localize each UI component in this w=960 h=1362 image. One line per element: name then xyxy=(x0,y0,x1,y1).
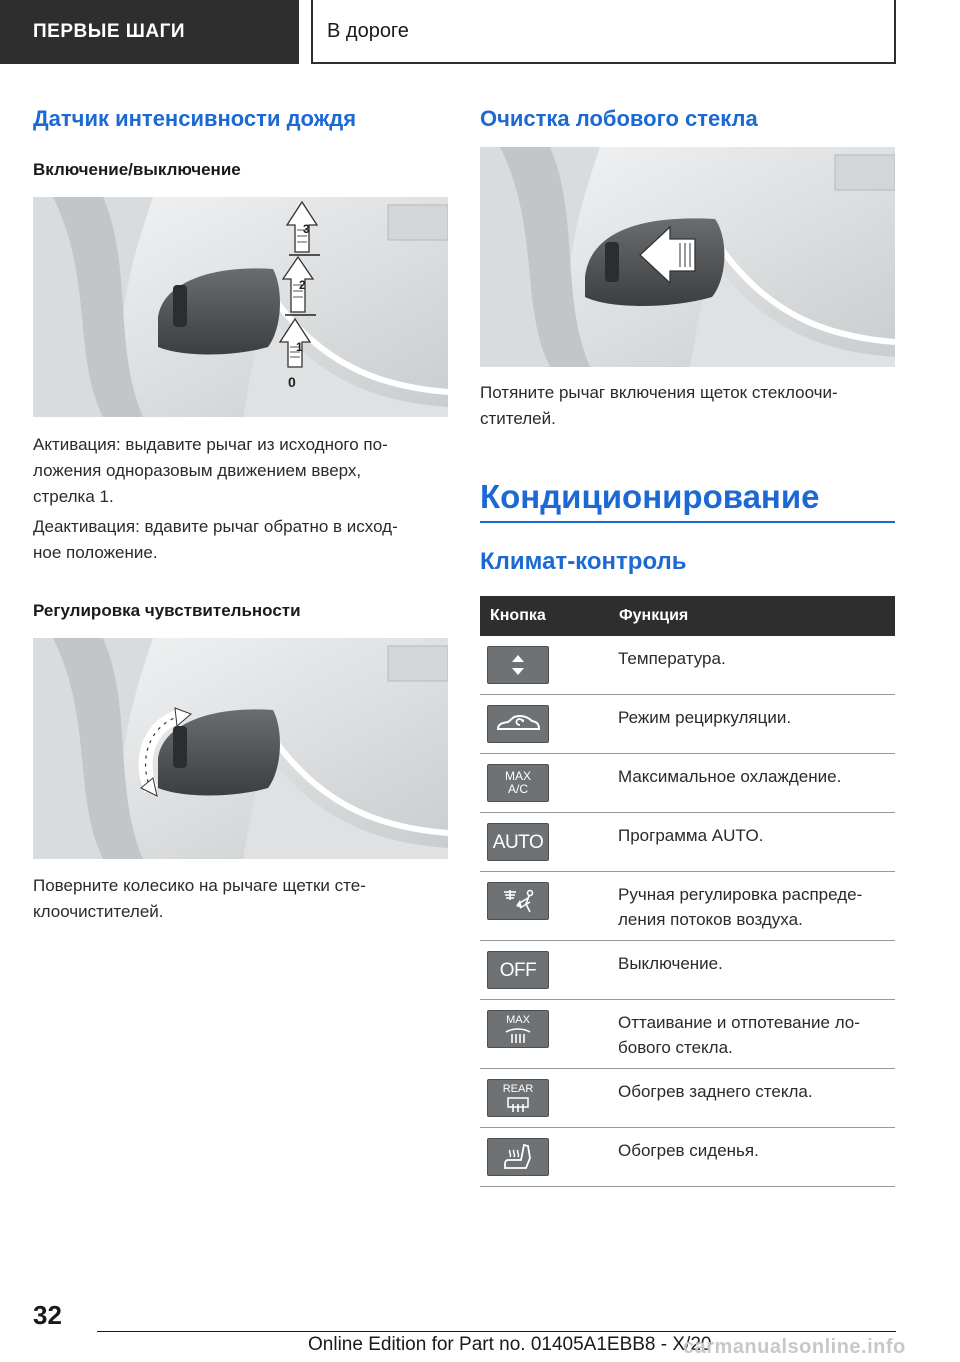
heading-rule xyxy=(480,521,895,523)
pull-lever-illustration xyxy=(480,147,895,367)
rear-defrost-icon xyxy=(487,1079,549,1117)
sensitivity-figure xyxy=(33,638,448,859)
function-text: ления потоков воздуха. xyxy=(618,910,803,929)
climate-control-title: Климат-контроль xyxy=(480,548,687,575)
wheel-illustration xyxy=(33,638,448,859)
sensitivity-line: Поверните колесико на рычаге щетки сте- xyxy=(33,876,366,895)
function-text: бового стекла. xyxy=(618,1038,733,1057)
function-text: Программа AUTO. xyxy=(618,826,764,845)
auto-label: AUTO xyxy=(492,831,544,853)
section-label: ПЕРВЫЕ ШАГИ xyxy=(33,21,186,42)
deactivation-paragraph xyxy=(33,514,448,566)
sensitivity-paragraph xyxy=(33,873,448,925)
rain-sensor-title: Датчик интенсивности дождя xyxy=(33,106,357,131)
function-text: Обогрев сиденья. xyxy=(618,1141,759,1160)
arrow-label-2: 2 xyxy=(299,278,306,292)
column-header-function: Функция xyxy=(609,596,895,636)
footer-rule xyxy=(97,1331,896,1332)
function-text: Режим рециркуляции. xyxy=(618,708,792,727)
lever-illustration xyxy=(33,197,448,417)
activation-line: Активация: выдавите рычаг из исходного по- xyxy=(33,435,388,454)
rain-sensor-activation-figure xyxy=(33,197,448,417)
on-off-subtitle: Включение/выключение xyxy=(33,160,241,179)
edition-text: Online Edition for Part no. 01405A1EBB8 - X/20 xyxy=(308,1334,712,1355)
climate-table xyxy=(480,596,895,1187)
function-text: Температура. xyxy=(618,649,726,668)
windshield-line: стителей. xyxy=(480,409,556,428)
windshield-paragraph xyxy=(480,380,895,432)
page-number: 32 xyxy=(33,1300,62,1330)
activation-line: ложения одноразовым движением вверх, xyxy=(33,461,362,480)
recirculation-car-icon xyxy=(487,705,549,743)
sensitivity-line: клоочистителей. xyxy=(33,902,164,921)
function-text: Ручная регулировка распреде- xyxy=(618,885,863,904)
off-label: OFF xyxy=(499,959,537,981)
table-row xyxy=(480,813,895,872)
max-defrost-icon xyxy=(487,1010,549,1048)
max-ac-icon xyxy=(487,764,549,802)
table-row xyxy=(480,695,895,754)
chapter-header xyxy=(311,0,896,64)
max-ac-label-top: MAX xyxy=(504,769,531,783)
temperature-arrows-icon xyxy=(487,646,549,684)
windshield-cleaning-title: Очистка лобового стекла xyxy=(480,106,758,131)
table-header-row xyxy=(480,596,895,636)
function-text: Максимальное охлаждение. xyxy=(618,767,842,786)
column-header-button: Кнопка xyxy=(480,596,609,636)
table-row xyxy=(480,636,895,695)
max-defrost-label: MAX xyxy=(506,1013,530,1026)
section-tab xyxy=(0,0,299,64)
table-row xyxy=(480,1128,895,1187)
table-row xyxy=(480,941,895,1000)
deactivation-line: ное положение. xyxy=(33,543,158,562)
table-row xyxy=(480,754,895,813)
windshield-line: Потяните рычаг включения щеток стеклоочи- xyxy=(480,383,838,402)
activation-paragraph xyxy=(33,432,448,510)
windshield-figure xyxy=(480,147,895,367)
function-text: Оттаивание и отпотевание ло- xyxy=(618,1013,860,1032)
watermark: carmanualsonline.info xyxy=(683,1336,906,1358)
seat-heating-icon xyxy=(487,1138,549,1176)
activation-line: стрелка 1. xyxy=(33,487,114,506)
deactivation-line: Деактивация: вдавите рычаг обратно в исход- xyxy=(33,517,398,536)
table-row xyxy=(480,872,895,941)
rear-defrost-label: REAR xyxy=(502,1082,534,1095)
position-label-0: 0 xyxy=(288,374,296,390)
air-conditioning-heading: Кондиционирование xyxy=(480,478,820,515)
function-text: Обогрев заднего стекла. xyxy=(618,1082,813,1101)
arrow-label-3: 3 xyxy=(303,222,310,236)
chapter-label: В дороге xyxy=(327,19,409,42)
table-row xyxy=(480,1069,895,1128)
auto-icon xyxy=(487,823,549,861)
air-distribution-icon xyxy=(487,882,549,920)
arrow-label-1: 1 xyxy=(296,340,303,354)
off-icon xyxy=(487,951,549,989)
max-ac-label-bottom: A/C xyxy=(507,782,528,796)
sensitivity-subtitle: Регулировка чувствительности xyxy=(33,601,301,620)
function-text: Выключение. xyxy=(618,954,723,973)
table-row xyxy=(480,1000,895,1069)
